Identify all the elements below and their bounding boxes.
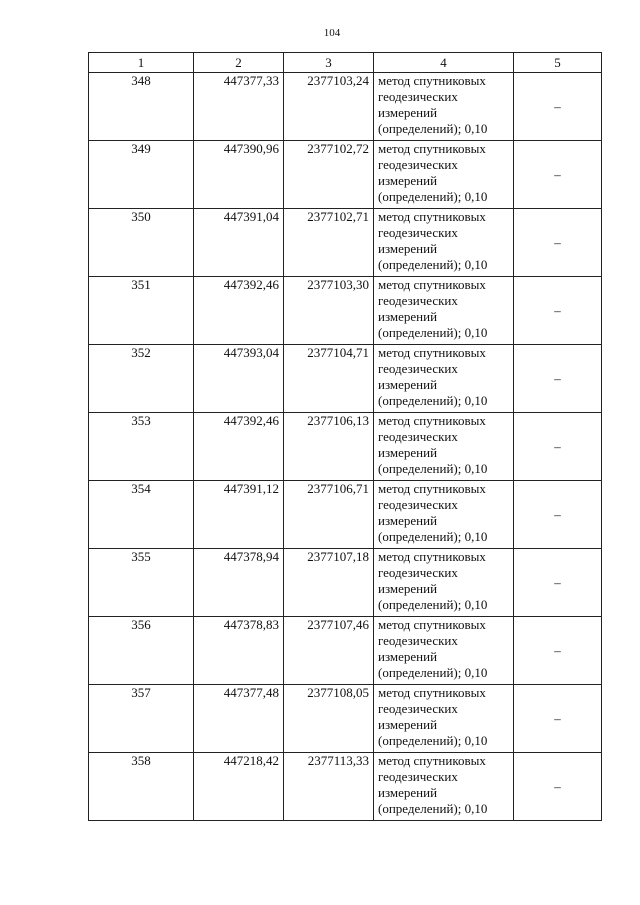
y-coordinate: 2377104,71: [284, 345, 374, 413]
column-5-value: –: [514, 73, 602, 141]
column-5-value: –: [514, 345, 602, 413]
column-header-2: 2: [194, 53, 284, 73]
column-5-value: –: [514, 481, 602, 549]
column-5-value: –: [514, 617, 602, 685]
x-coordinate: 447377,48: [194, 685, 284, 753]
y-coordinate: 2377113,33: [284, 753, 374, 821]
table-row: [89, 413, 602, 481]
column-5-value: –: [514, 753, 602, 821]
point-number: 358: [89, 753, 194, 821]
point-number: 356: [89, 617, 194, 685]
method-description: метод спутниковых геодезических измерений (определений); 0,10: [374, 277, 514, 345]
method-description: метод спутниковых геодезических измерений (определений); 0,10: [374, 617, 514, 685]
column-5-value: –: [514, 685, 602, 753]
column-5-value: –: [514, 141, 602, 209]
method-description: метод спутниковых геодезических измерений (определений); 0,10: [374, 685, 514, 753]
y-coordinate: 2377103,24: [284, 73, 374, 141]
table-row: [89, 481, 602, 549]
column-header-5: 5: [514, 53, 602, 73]
table-row: [89, 209, 602, 277]
method-description: метод спутниковых геодезических измерений (определений); 0,10: [374, 413, 514, 481]
column-header-3: 3: [284, 53, 374, 73]
y-coordinate: 2377102,72: [284, 141, 374, 209]
method-description: метод спутниковых геодезических измерений (определений); 0,10: [374, 141, 514, 209]
table-header-row: [89, 53, 602, 73]
table-row: [89, 141, 602, 209]
table-row: [89, 277, 602, 345]
y-coordinate: 2377102,71: [284, 209, 374, 277]
x-coordinate: 447378,83: [194, 617, 284, 685]
column-5-value: –: [514, 549, 602, 617]
table-row: [89, 617, 602, 685]
column-5-value: –: [514, 209, 602, 277]
coordinates-table: [88, 52, 602, 821]
point-number: 352: [89, 345, 194, 413]
table-row: [89, 549, 602, 617]
x-coordinate: 447390,96: [194, 141, 284, 209]
y-coordinate: 2377107,46: [284, 617, 374, 685]
x-coordinate: 447392,46: [194, 277, 284, 345]
table-row: [89, 73, 602, 141]
y-coordinate: 2377107,18: [284, 549, 374, 617]
method-description: метод спутниковых геодезических измерений (определений); 0,10: [374, 753, 514, 821]
y-coordinate: 2377106,71: [284, 481, 374, 549]
table-row: [89, 685, 602, 753]
x-coordinate: 447377,33: [194, 73, 284, 141]
y-coordinate: 2377103,30: [284, 277, 374, 345]
column-header-1: 1: [89, 53, 194, 73]
x-coordinate: 447393,04: [194, 345, 284, 413]
table-row: [89, 345, 602, 413]
x-coordinate: 447391,12: [194, 481, 284, 549]
point-number: 348: [89, 73, 194, 141]
method-description: метод спутниковых геодезических измерений (определений); 0,10: [374, 73, 514, 141]
y-coordinate: 2377108,05: [284, 685, 374, 753]
point-number: 353: [89, 413, 194, 481]
x-coordinate: 447391,04: [194, 209, 284, 277]
point-number: 349: [89, 141, 194, 209]
method-description: метод спутниковых геодезических измерений (определений); 0,10: [374, 209, 514, 277]
point-number: 355: [89, 549, 194, 617]
page-number: 104: [323, 27, 341, 39]
method-description: метод спутниковых геодезических измерений (определений); 0,10: [374, 549, 514, 617]
y-coordinate: 2377106,13: [284, 413, 374, 481]
column-5-value: –: [514, 413, 602, 481]
column-5-value: –: [514, 277, 602, 345]
point-number: 354: [89, 481, 194, 549]
point-number: 357: [89, 685, 194, 753]
x-coordinate: 447378,94: [194, 549, 284, 617]
point-number: 350: [89, 209, 194, 277]
x-coordinate: 447392,46: [194, 413, 284, 481]
method-description: метод спутниковых геодезических измерений (определений); 0,10: [374, 345, 514, 413]
point-number: 351: [89, 277, 194, 345]
column-header-4: 4: [374, 53, 514, 73]
table-row: [89, 753, 602, 821]
method-description: метод спутниковых геодезических измерений (определений); 0,10: [374, 481, 514, 549]
x-coordinate: 447218,42: [194, 753, 284, 821]
